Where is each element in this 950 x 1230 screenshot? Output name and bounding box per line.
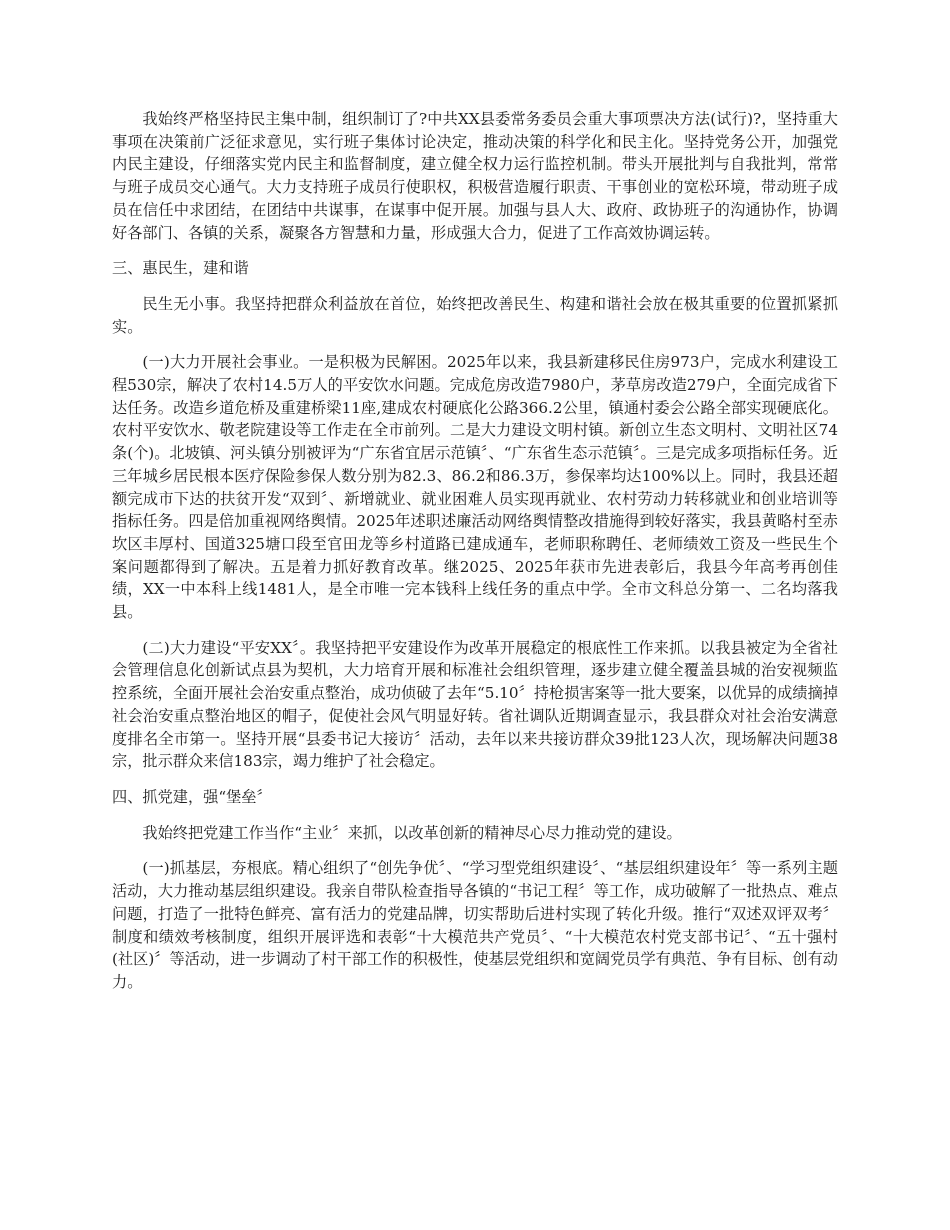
paragraph-party-building-intro: 我始终把党建工作当作“主业〞来抓，以改革创新的精神尽心尽力推动党的建设。 <box>142 823 682 842</box>
document-body <box>112 108 838 1007</box>
paragraph-grassroots: (一)抓基层，夯根底。精心组织了“创先争优〞、“学习型党组织建设〞、“基层组织建设年〞等一系列主题活动，大力推动基层组织建设。我亲自带队检查指导各镇的“书记工程〞等工作，成功破解了一批热点、难点问题，打造了一批特色鲜亮、富有活力的党建品牌，切实帮助后进村实现了转化升级。推行“双述双评双考〞制度和绩效考核制度，组织开展评选和表彰“十大模范共产党员〞、“十大模范农村党支部书记〞、“五十强村(社区)〞等活动，进一步调动了村干部工作的积极性，使基层党组织和宽阔党员学有典范、争有目标、创有动力。 <box>112 859 838 991</box>
section-heading-livelihood: 三、惠民生，建和谐 <box>112 259 249 278</box>
paragraph-social-undertakings: (一)大力开展社会事业。一是积极为民解困。2025年以来，我县新建移民住房973户，完成水利建设工程530宗，解决了农村14.5万人的平安饮水问题。完成危房改造7980户，茅草房改造279户，全面完成省下达任务。改造乡道危桥及重建桥梁11座,建成农村硬底化公路366.2公里，镇通村委会公路全部实现硬底化。农村平安饮水、敬老院建设等工作走在全市前列。二是大力建设文明村镇。新创立生态文明村、文明社区74条(个)。北坡镇、河头镇分别被评为“广东省宜居示范镇〞、“广东省生态示范镇〞。三是完成多项指标任务。近三年城乡居民根本医疗保险参保人数分别为82.3、86.2和86.3万，参保率均达100%以上。同时，我县还超额完成市下达的扶贫开发“双到〞、新增就业、就业困难人员实现再就业、农村劳动力转移就业和创业培训等指标任务。四是倍加重视网络舆情。2025年述职述廉活动网络舆情整改措施得到较好落实，我县黄略村至赤坎区丰厚村、国道325塘口段至官田龙等乡村道路已建成通车，老师职称聘任、老师绩效工资及一些民生个案问题都得到了解决。五是着力抓好教育改革。继2025、2025年获市先进表彰后，我县今年高考再创佳绩，XX一中本科上线1481人，是全市唯一完本钱科上线任务的重点中学。全市文科总分第一、二名均落我县。 <box>112 353 838 622</box>
paragraph-democratic-centralism: 我始终严格坚持民主集中制，组织制订了?中共XX县委常务委员会重大事项票决方法(试行)?，坚持重大事项在决策前广泛征求意见，实行班子集体讨论决定，推动决策的科学化和民主化。坚持党务公开，加强党内民主建设，仔细落实党内民主和监督制度，建立健全权力运行监控机制。带头开展批判与自我批判，常常与班子成员交心通气。大力支持班子成员行使职权，积极营造履行职责、干事创业的宽松环境，带动班子成员在信任中求团结，在团结中共谋事，在谋事中促开展。加强与县人大、政府、政协班子的沟通协作，协调好各部门、各镇的关系，凝聚各方智慧和力量，形成强大合力，促进了工作高效协调运转。 <box>112 110 838 242</box>
section-heading-party-building: 四、抓党建，强“堡垒〞 <box>112 787 272 806</box>
paragraph-safe-county: (二)大力建设“平安XX〞。我坚持把平安建设作为改革开展稳定的根底性工作来抓。以我县被定为全省社会管理信息化创新试点县为契机，大力培育开展和标准社会组织管理，逐步建立健全覆盖县城的治安视频监控系统，全面开展社会治安重点整治，成功侦破了去年“5.10〞持枪损害案等一批大要案，以优异的成绩摘掉社会治安重点整治地区的帽子，促使社会风气明显好转。省社调队近期调查显示，我县群众对社会治安满意度排名全市第一。坚持开展“县委书记大接访〞活动，去年以来共接访群众39批123人次，现场解决问题38宗，批示群众来信183宗，竭力维护了社会稳定。 <box>112 638 838 771</box>
paragraph-livelihood-intro: 民生无小事。我坚持把群众利益放在首位，始终把改善民生、构建和谐社会放在极其重要的位置抓紧抓实。 <box>112 294 838 336</box>
